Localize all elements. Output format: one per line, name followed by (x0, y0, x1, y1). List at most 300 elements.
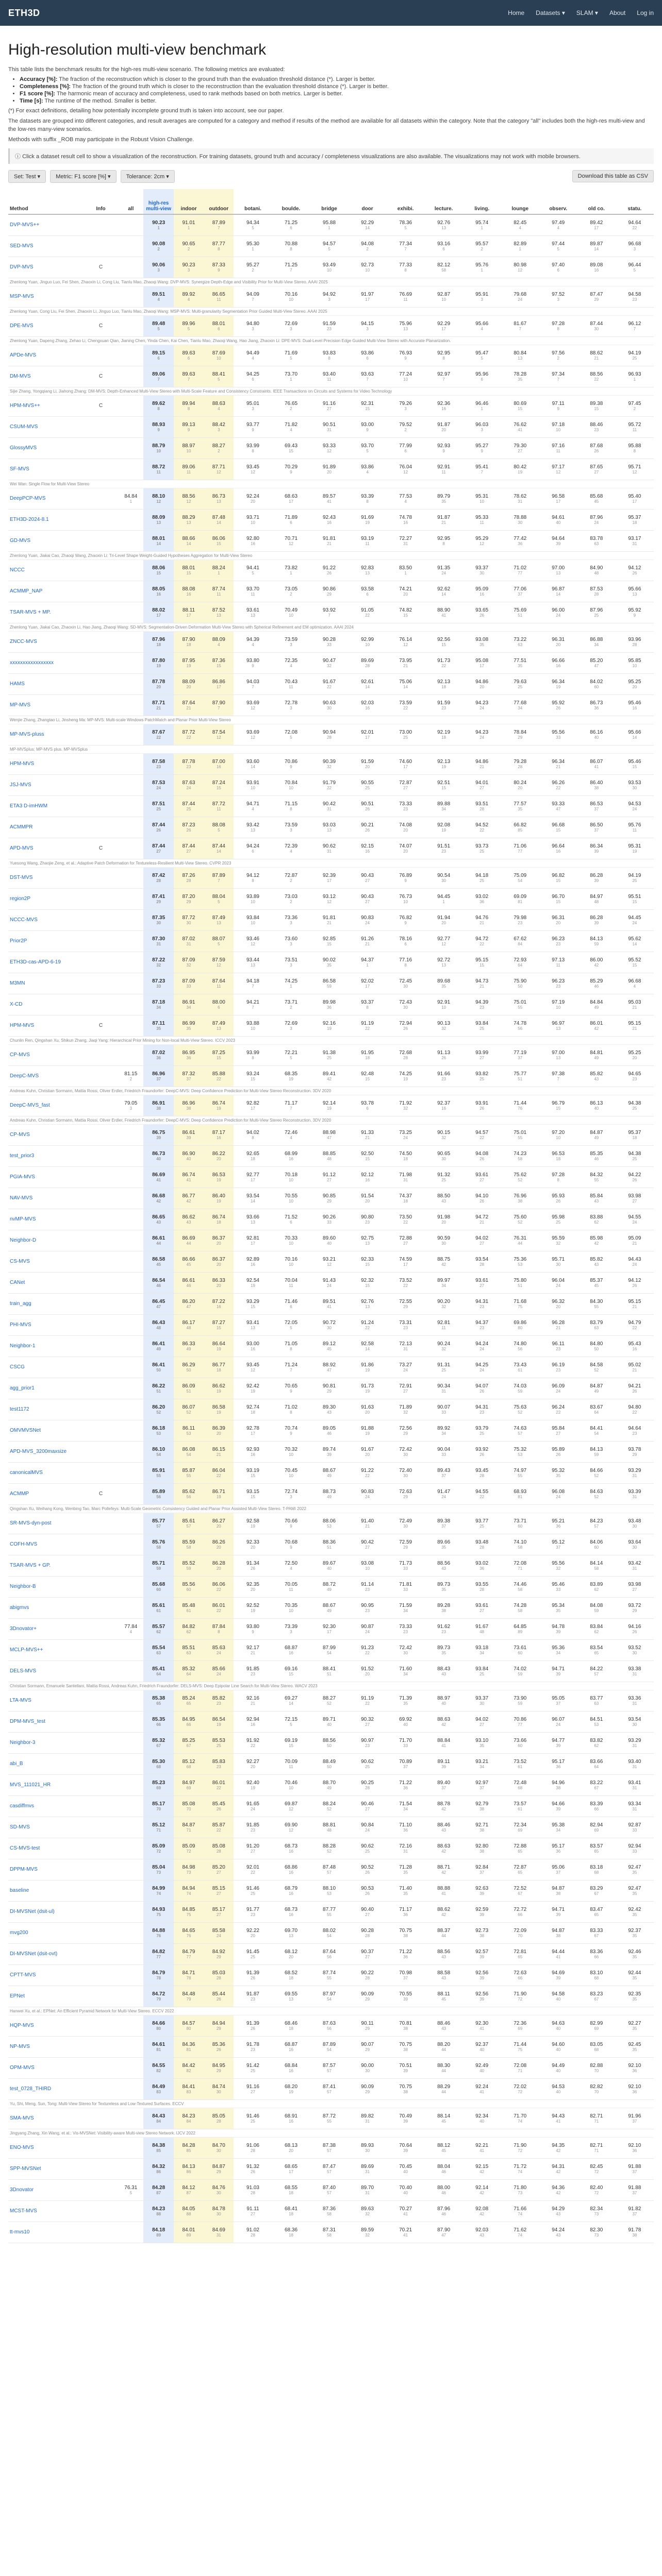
score-cell[interactable] (616, 1817, 654, 1838)
score-cell[interactable] (616, 1576, 654, 1597)
score-cell[interactable] (174, 366, 204, 387)
score-cell[interactable] (463, 530, 501, 551)
score-cell[interactable] (174, 1044, 204, 1065)
score-cell[interactable] (234, 1230, 272, 1251)
score-cell[interactable] (577, 1293, 616, 1314)
score-cell[interactable] (616, 1660, 654, 1682)
score-cell[interactable] (174, 395, 204, 416)
score-cell[interactable] (143, 2057, 173, 2078)
method-link[interactable]: baseline (8, 1880, 84, 1901)
score-cell[interactable] (387, 395, 425, 416)
score-cell[interactable] (425, 817, 463, 838)
score-cell[interactable] (616, 952, 654, 973)
score-cell[interactable] (143, 459, 173, 480)
method-link[interactable]: M3MN (8, 973, 84, 994)
score-cell[interactable] (577, 1922, 616, 1943)
score-cell[interactable] (577, 888, 616, 909)
score-cell[interactable] (463, 652, 501, 673)
score-cell[interactable] (310, 1597, 349, 1618)
score-cell[interactable] (577, 774, 616, 795)
score-cell[interactable] (310, 1166, 349, 1188)
score-cell[interactable] (310, 345, 349, 366)
score-cell[interactable] (174, 2036, 204, 2057)
score-cell[interactable] (143, 1753, 173, 1774)
score-cell[interactable] (501, 724, 539, 745)
score-cell[interactable] (174, 1817, 204, 1838)
score-cell[interactable] (425, 867, 463, 888)
score-cell[interactable] (539, 315, 577, 336)
score-cell[interactable] (143, 1420, 173, 1441)
score-cell[interactable] (349, 1044, 387, 1065)
score-cell[interactable] (310, 602, 349, 623)
score-cell[interactable] (174, 1555, 204, 1576)
score-cell[interactable] (539, 631, 577, 652)
score-cell[interactable] (463, 315, 501, 336)
score-cell[interactable] (539, 1534, 577, 1555)
score-cell[interactable] (539, 459, 577, 480)
method-link[interactable]: DST-MVS (8, 867, 84, 888)
score-cell[interactable] (174, 795, 204, 817)
score-cell[interactable] (577, 795, 616, 817)
score-cell[interactable] (349, 1145, 387, 1166)
method-link[interactable]: ETH3D-cas-APD-6-19 (8, 952, 84, 973)
score-cell[interactable] (310, 952, 349, 973)
score-cell[interactable] (463, 795, 501, 817)
score-cell[interactable] (349, 1124, 387, 1145)
score-cell[interactable] (310, 1293, 349, 1314)
score-cell[interactable] (463, 1188, 501, 1209)
score-cell[interactable] (272, 2158, 310, 2179)
score-cell[interactable] (539, 817, 577, 838)
score-cell[interactable] (310, 909, 349, 930)
score-cell[interactable] (174, 1335, 204, 1357)
method-link[interactable]: Neighbor-1 (8, 1335, 84, 1357)
score-cell[interactable] (174, 1420, 204, 1441)
score-cell[interactable] (204, 888, 234, 909)
score-cell[interactable] (143, 1922, 173, 1943)
score-cell[interactable] (174, 1483, 204, 1504)
score-cell[interactable] (204, 1209, 234, 1230)
score-cell[interactable] (204, 315, 234, 336)
score-cell[interactable] (174, 909, 204, 930)
score-cell[interactable] (234, 560, 272, 581)
score-cell[interactable] (425, 395, 463, 416)
score-cell[interactable] (234, 1838, 272, 1859)
method-link[interactable]: CS-MVS-test (8, 1838, 84, 1859)
score-cell[interactable] (143, 315, 173, 336)
score-cell[interactable] (143, 1124, 173, 1145)
column-header[interactable]: bridge (310, 189, 349, 214)
score-cell[interactable] (539, 2078, 577, 2099)
score-cell[interactable] (501, 930, 539, 952)
score-cell[interactable] (387, 437, 425, 459)
score-cell[interactable] (204, 1838, 234, 1859)
score-cell[interactable] (501, 395, 539, 416)
score-cell[interactable] (577, 1420, 616, 1441)
score-cell[interactable] (234, 1272, 272, 1293)
score-cell[interactable] (539, 867, 577, 888)
score-cell[interactable] (272, 2200, 310, 2222)
score-cell[interactable] (387, 1462, 425, 1483)
score-cell[interactable] (425, 1441, 463, 1462)
score-cell[interactable] (387, 2078, 425, 2099)
score-cell[interactable] (234, 1618, 272, 1639)
score-cell[interactable] (425, 1660, 463, 1682)
score-cell[interactable] (463, 774, 501, 795)
score-cell[interactable] (204, 437, 234, 459)
score-cell[interactable] (349, 2057, 387, 2078)
score-cell[interactable] (425, 2222, 463, 2243)
score-cell[interactable] (143, 930, 173, 952)
score-cell[interactable] (539, 488, 577, 509)
score-cell[interactable] (577, 1357, 616, 1378)
score-cell[interactable] (234, 1095, 272, 1116)
score-cell[interactable] (463, 437, 501, 459)
score-cell[interactable] (310, 1774, 349, 1795)
score-cell[interactable] (118, 1065, 143, 1087)
score-cell[interactable] (204, 1251, 234, 1272)
score-cell[interactable] (118, 2179, 143, 2200)
score-cell[interactable] (234, 1441, 272, 1462)
score-cell[interactable] (577, 235, 616, 257)
score-cell[interactable] (143, 1314, 173, 1335)
score-cell[interactable] (463, 1251, 501, 1272)
method-link[interactable]: DI-MVSNet (dsit-ul) (8, 1901, 84, 1922)
score-cell[interactable] (310, 888, 349, 909)
score-cell[interactable] (310, 1513, 349, 1534)
score-cell[interactable] (387, 888, 425, 909)
score-cell[interactable] (463, 1065, 501, 1087)
column-header[interactable]: old co. (577, 189, 616, 214)
score-cell[interactable] (387, 753, 425, 774)
score-cell[interactable] (234, 1639, 272, 1660)
score-cell[interactable] (425, 753, 463, 774)
score-cell[interactable] (577, 1753, 616, 1774)
method-link[interactable]: Neighbor-D (8, 1230, 84, 1251)
score-cell[interactable] (204, 1335, 234, 1357)
method-link[interactable]: CPTT-MVS (8, 1964, 84, 1986)
score-cell[interactable] (387, 1618, 425, 1639)
score-cell[interactable] (272, 459, 310, 480)
score-cell[interactable] (349, 753, 387, 774)
score-cell[interactable] (387, 1986, 425, 2007)
score-cell[interactable] (272, 909, 310, 930)
score-cell[interactable] (204, 2078, 234, 2099)
score-cell[interactable] (577, 2108, 616, 2129)
score-cell[interactable] (204, 1095, 234, 1116)
method-link[interactable]: abi_B (8, 1753, 84, 1774)
score-cell[interactable] (234, 488, 272, 509)
score-cell[interactable] (616, 1145, 654, 1166)
score-cell[interactable] (349, 1015, 387, 1036)
score-cell[interactable] (577, 673, 616, 694)
score-cell[interactable] (463, 1555, 501, 1576)
score-cell[interactable] (310, 1420, 349, 1441)
brand-logo[interactable]: ETH3D (8, 7, 40, 18)
score-cell[interactable] (616, 416, 654, 437)
column-header[interactable]: all (118, 189, 143, 214)
score-cell[interactable] (272, 838, 310, 859)
score-cell[interactable] (616, 315, 654, 336)
score-cell[interactable] (234, 2036, 272, 2057)
score-cell[interactable] (463, 1357, 501, 1378)
score-cell[interactable] (234, 1251, 272, 1272)
score-cell[interactable] (272, 774, 310, 795)
score-cell[interactable] (310, 257, 349, 278)
score-cell[interactable] (310, 673, 349, 694)
score-cell[interactable] (204, 1774, 234, 1795)
score-cell[interactable] (616, 2179, 654, 2200)
method-link[interactable]: NCCC (8, 560, 84, 581)
score-cell[interactable] (349, 724, 387, 745)
score-cell[interactable] (143, 631, 173, 652)
score-cell[interactable] (616, 1753, 654, 1774)
score-cell[interactable] (234, 1859, 272, 1880)
score-cell[interactable] (425, 1420, 463, 1441)
score-cell[interactable] (425, 1335, 463, 1357)
score-cell[interactable] (501, 2137, 539, 2158)
score-cell[interactable] (425, 1209, 463, 1230)
score-cell[interactable] (616, 774, 654, 795)
score-cell[interactable] (501, 509, 539, 530)
method-link[interactable]: test_prior3 (8, 1145, 84, 1166)
method-link[interactable]: X-CD (8, 994, 84, 1015)
score-cell[interactable] (463, 909, 501, 930)
score-cell[interactable] (425, 1044, 463, 1065)
score-cell[interactable] (616, 1314, 654, 1335)
score-cell[interactable] (234, 235, 272, 257)
score-cell[interactable] (501, 1483, 539, 1504)
score-cell[interactable] (310, 1986, 349, 2007)
score-cell[interactable] (272, 602, 310, 623)
score-cell[interactable] (425, 1943, 463, 1964)
method-link[interactable]: CSCG (8, 1357, 84, 1378)
score-cell[interactable] (349, 437, 387, 459)
score-cell[interactable] (577, 1618, 616, 1639)
score-cell[interactable] (577, 724, 616, 745)
score-cell[interactable] (616, 1015, 654, 1036)
score-cell[interactable] (174, 2137, 204, 2158)
score-cell[interactable] (234, 1399, 272, 1420)
score-cell[interactable] (143, 1335, 173, 1357)
score-cell[interactable] (349, 1483, 387, 1504)
score-cell[interactable] (174, 1166, 204, 1188)
score-cell[interactable] (616, 1838, 654, 1859)
score-cell[interactable] (501, 1378, 539, 1399)
score-cell[interactable] (272, 2078, 310, 2099)
score-cell[interactable] (272, 2057, 310, 2078)
score-cell[interactable] (463, 560, 501, 581)
score-cell[interactable] (143, 1044, 173, 1065)
score-cell[interactable] (387, 1095, 425, 1116)
score-cell[interactable] (387, 416, 425, 437)
score-cell[interactable] (616, 1880, 654, 1901)
score-cell[interactable] (577, 1441, 616, 1462)
score-cell[interactable] (234, 817, 272, 838)
score-cell[interactable] (616, 1230, 654, 1251)
score-cell[interactable] (234, 257, 272, 278)
score-cell[interactable] (539, 1095, 577, 1116)
score-cell[interactable] (234, 1880, 272, 1901)
score-cell[interactable] (204, 2137, 234, 2158)
score-cell[interactable] (234, 1753, 272, 1774)
score-cell[interactable] (174, 459, 204, 480)
score-cell[interactable] (616, 973, 654, 994)
score-cell[interactable] (349, 1293, 387, 1314)
score-cell[interactable] (174, 214, 204, 236)
score-cell[interactable] (425, 437, 463, 459)
score-cell[interactable] (204, 1272, 234, 1293)
score-cell[interactable] (143, 2108, 173, 2129)
score-cell[interactable] (425, 315, 463, 336)
score-cell[interactable] (539, 1065, 577, 1087)
score-cell[interactable] (174, 1859, 204, 1880)
score-cell[interactable] (234, 1711, 272, 1732)
score-cell[interactable] (577, 1483, 616, 1504)
score-cell[interactable] (577, 1795, 616, 1817)
method-link[interactable]: CS-MVS (8, 1251, 84, 1272)
score-cell[interactable] (143, 257, 173, 278)
score-cell[interactable] (539, 1795, 577, 1817)
score-cell[interactable] (463, 1880, 501, 1901)
score-cell[interactable] (204, 509, 234, 530)
score-cell[interactable] (501, 1065, 539, 1087)
score-cell[interactable] (539, 1964, 577, 1986)
score-cell[interactable] (463, 1986, 501, 2007)
score-cell[interactable] (310, 774, 349, 795)
score-cell[interactable] (501, 1513, 539, 1534)
score-cell[interactable] (577, 1015, 616, 1036)
score-cell[interactable] (425, 1065, 463, 1087)
score-cell[interactable] (577, 530, 616, 551)
score-cell[interactable] (539, 1753, 577, 1774)
score-cell[interactable] (234, 1774, 272, 1795)
column-header[interactable]: living. (463, 189, 501, 214)
score-cell[interactable] (143, 1145, 173, 1166)
score-cell[interactable] (174, 724, 204, 745)
score-cell[interactable] (349, 1660, 387, 1682)
score-cell[interactable] (387, 1188, 425, 1209)
score-cell[interactable] (234, 286, 272, 307)
score-cell[interactable] (387, 1838, 425, 1859)
score-cell[interactable] (234, 867, 272, 888)
score-cell[interactable] (349, 395, 387, 416)
score-cell[interactable] (425, 724, 463, 745)
score-cell[interactable] (349, 2108, 387, 2129)
score-cell[interactable] (234, 774, 272, 795)
score-cell[interactable] (577, 1124, 616, 1145)
score-cell[interactable] (234, 1065, 272, 1087)
score-cell[interactable] (310, 1044, 349, 1065)
score-cell[interactable] (577, 2222, 616, 2243)
score-cell[interactable] (539, 1774, 577, 1795)
score-cell[interactable] (143, 888, 173, 909)
score-cell[interactable] (272, 560, 310, 581)
score-cell[interactable] (310, 1378, 349, 1399)
score-cell[interactable] (272, 1795, 310, 1817)
score-cell[interactable] (349, 1441, 387, 1462)
score-cell[interactable] (272, 867, 310, 888)
score-cell[interactable] (501, 631, 539, 652)
score-cell[interactable] (577, 1732, 616, 1753)
score-cell[interactable] (501, 2108, 539, 2129)
score-cell[interactable] (577, 509, 616, 530)
score-cell[interactable] (616, 994, 654, 1015)
method-link[interactable]: NP-MVS (8, 2036, 84, 2057)
score-cell[interactable] (425, 366, 463, 387)
score-cell[interactable] (234, 1015, 272, 1036)
score-cell[interactable] (577, 345, 616, 366)
score-cell[interactable] (143, 509, 173, 530)
score-cell[interactable] (310, 817, 349, 838)
score-cell[interactable] (204, 1795, 234, 1817)
score-cell[interactable] (539, 724, 577, 745)
score-cell[interactable] (577, 2078, 616, 2099)
score-cell[interactable] (174, 2158, 204, 2179)
score-cell[interactable] (501, 1188, 539, 1209)
score-cell[interactable] (539, 1335, 577, 1357)
score-cell[interactable] (616, 1513, 654, 1534)
score-cell[interactable] (425, 509, 463, 530)
score-cell[interactable] (501, 973, 539, 994)
score-cell[interactable] (204, 257, 234, 278)
score-cell[interactable] (174, 1251, 204, 1272)
score-cell[interactable] (539, 1251, 577, 1272)
score-cell[interactable] (501, 1690, 539, 1711)
method-link[interactable]: ENO-MVS (8, 2137, 84, 2158)
score-cell[interactable] (501, 2158, 539, 2179)
score-cell[interactable] (349, 1618, 387, 1639)
score-cell[interactable] (387, 560, 425, 581)
score-cell[interactable] (143, 724, 173, 745)
score-cell[interactable] (204, 416, 234, 437)
score-cell[interactable] (310, 1690, 349, 1711)
score-cell[interactable] (234, 2158, 272, 2179)
score-cell[interactable] (425, 1880, 463, 1901)
score-cell[interactable] (349, 1534, 387, 1555)
score-cell[interactable] (539, 286, 577, 307)
score-cell[interactable] (616, 1293, 654, 1314)
score-cell[interactable] (174, 2078, 204, 2099)
score-cell[interactable] (425, 1711, 463, 1732)
score-cell[interactable] (387, 673, 425, 694)
score-cell[interactable] (577, 2137, 616, 2158)
score-cell[interactable] (577, 437, 616, 459)
score-cell[interactable] (310, 1145, 349, 1166)
score-cell[interactable] (349, 1817, 387, 1838)
score-cell[interactable] (174, 286, 204, 307)
score-cell[interactable] (425, 1986, 463, 2007)
method-link[interactable]: SED-MVS (8, 235, 84, 257)
score-cell[interactable] (501, 1660, 539, 1682)
score-cell[interactable] (174, 1209, 204, 1230)
score-cell[interactable] (463, 1015, 501, 1036)
score-cell[interactable] (234, 795, 272, 817)
method-link[interactable]: HAMS (8, 673, 84, 694)
method-link[interactable]: Neighbor-3 (8, 1732, 84, 1753)
score-cell[interactable] (616, 366, 654, 387)
score-cell[interactable] (387, 1817, 425, 1838)
score-cell[interactable] (539, 1880, 577, 1901)
score-cell[interactable] (272, 286, 310, 307)
score-cell[interactable] (204, 1513, 234, 1534)
score-cell[interactable] (616, 560, 654, 581)
score-cell[interactable] (234, 530, 272, 551)
method-link[interactable]: EPNet (8, 1986, 84, 2007)
score-cell[interactable] (577, 1690, 616, 1711)
score-cell[interactable] (272, 694, 310, 716)
score-cell[interactable] (143, 1880, 173, 1901)
